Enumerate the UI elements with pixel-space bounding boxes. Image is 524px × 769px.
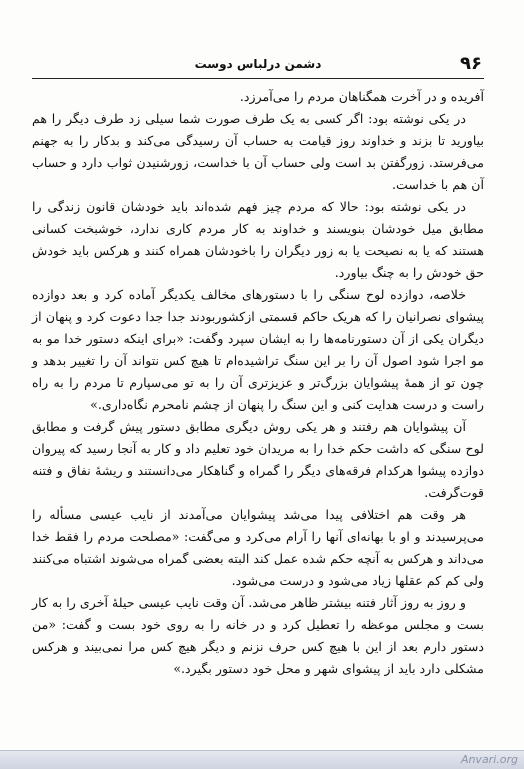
- paragraph-7: و روز به روز آثار فتنه بیشتر ظاهر می‌شد. آن وقت نایب عیسی حیلهٔ آخری را به کار بست و مجلس موعظه را تعطیل کرد و در خانه را به روی خود بست و گفت: «من دستور دارم بعد از این با هیچ کس حرف نزنم و دیگر هیچ کس مرا نمی‌بیند و هرکس مشکلی دارد باید از پیشوای شهر و محل خود دستور بگیرد.»: [32, 595, 484, 676]
- paragraph-1: آفریده و در آخرت همگناهان مردم را می‌آمرزد.: [239, 89, 484, 104]
- footer-bar: [0, 750, 524, 769]
- paragraph-4: خلاصه، دوازده لوح سنگی را با دستورهای مخالف یکدیگر آماده کرد و بعد دوازده پیشوای نصرانیان را که هریک حاکم قسمتی ازکشوربودند جدا جدا دعوت کرد و پنهان از دیگران یکی از آن دستورنامه‌ها را به ایشان سپرد وگفت: «برای اینکه دستور خدا مو به مو اجرا شود اصول آن را بر این سنگ تراشیده‌ام تا هیچ کس نتواند آن را تغییر بدهد و چون تو از همهٔ پیشوایان بزرگ‌تر و عزیزتری آن را به تو می‌سپارم تا مردم را به راه راست و درست هدایت کنی و این سنگ را پنهان از چشم نامحرم نگاه‌داری.»: [32, 287, 484, 412]
- page-number: ۹۶: [460, 53, 482, 74]
- watermark: Anvari.org: [460, 753, 518, 766]
- paragraph-5: آن پیشوایان هم رفتند و هر یکی روش دیگری مطابق دستور پیش گرفت و مطابق لوح سنگی که داشت حکم خدا را به مریدان خود تعلیم داد و کار به آنجا رسید که پیروان دوازده پیشوا هرکدام فرقه‌های دیگر را گمراه و گناهکار می‌دانستند و ریشهٔ نفاق و فتنه قوت‌گرفت.: [32, 419, 484, 500]
- header-rule: [32, 78, 484, 79]
- paragraph-2: در یکی نوشته بود: اگر کسی به یک طرف صورت شما سیلی زد طرف دیگر را هم بیاورید تا بزند و خداوند روز قیامت به حساب آن رسیدگی می‌کند و بدکار را به جهنم می‌فرستد. زورگفتن بد است ولی حساب آن با خداست، زورشنیدن ثواب دارد و حساب آن هم با خداست.: [32, 111, 484, 192]
- paragraph-6: هر وقت هم اختلافی پیدا می‌شد پیشوایان می‌آمدند از نایب عیسی مسأله را می‌پرسیدند و او با بهانه‌ای آنها را آرام می‌کرد و می‌گفت: «مصلحت مردم را فقط خدا می‌داند و هرکس به آنچه حکم شده عمل کند البته بعضی گمراه می‌شوند اشتباه می‌کنند ولی کم کم عقلها زیاد می‌شود و درست می‌شود.: [32, 507, 484, 588]
- page-header: [32, 55, 484, 75]
- paragraph-3: در یکی نوشته بود: حالا که مردم چیز فهم شده‌اند باید خودشان قانون زندگی را مطابق میل خودشان بنویسند و خداوند به کار مردم کاری ندارد، خوشبخت کسانی هستند که یا به نصیحت یا به زور دیگران را باخودشان همراه کنند و هرکس باید خودش حق خودش را به چنگ بیاورد.: [32, 199, 484, 280]
- running-title: دشمن درلباس دوست: [194, 57, 322, 71]
- body-text: [32, 86, 484, 680]
